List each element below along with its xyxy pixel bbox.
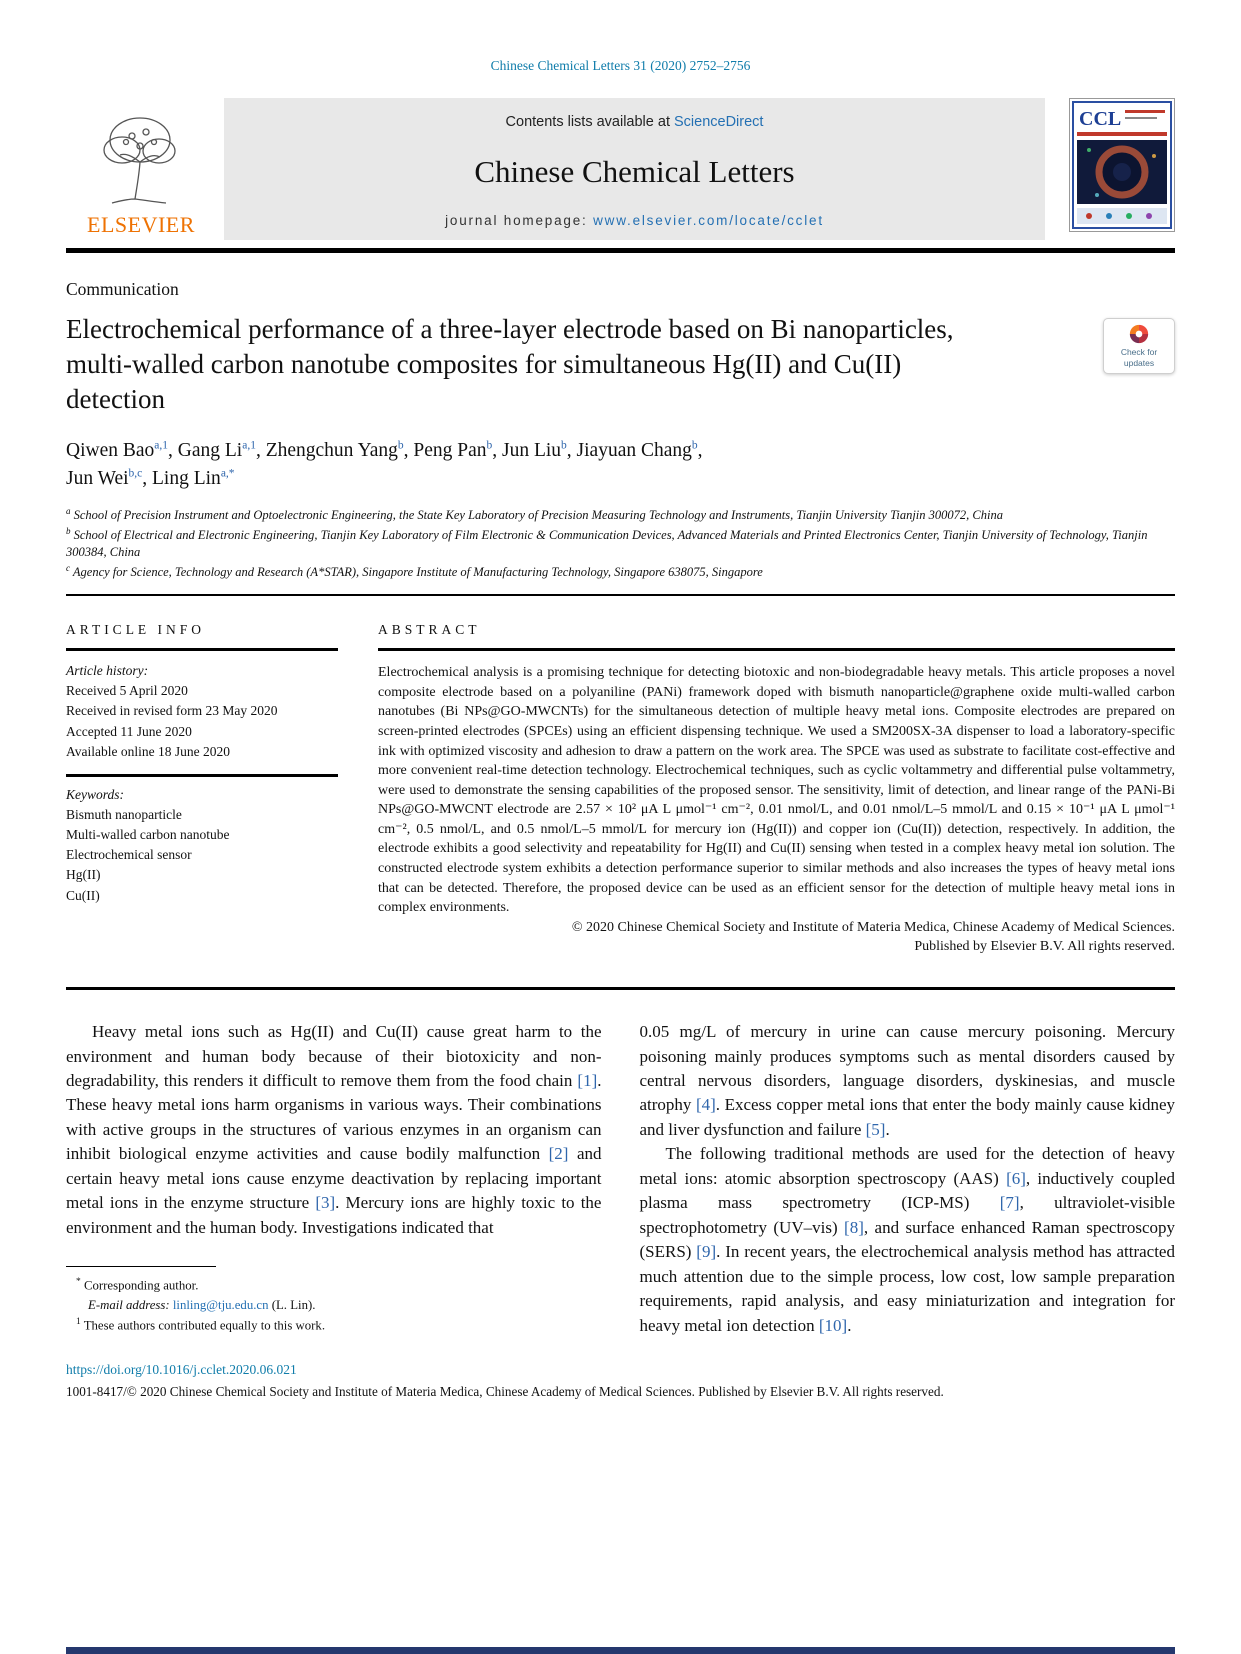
contents-text: Contents lists available at	[505, 114, 674, 130]
footnote-divider	[66, 1266, 216, 1267]
footnote-corresponding: * Corresponding author.	[76, 1277, 199, 1293]
author: Jun Wei$^{b,c}$,	[66, 467, 153, 489]
author-name: Jun Liu	[502, 440, 562, 462]
citation-ref[interactable]: [7]	[999, 1193, 1020, 1213]
homepage-line	[234, 213, 1035, 230]
body-paragraph: 0.05 mg/L of mercury in urine can cause mercury poisoning. Mercury poisoning mainly produces symptoms such as mental disorders caused by central nervous disorders, language disorders, dyskinesias, and muscle atrophy [4]. Excess copper metal ions that enter the body mainly cause kidney and liver dysfunction and failure [5].	[639, 1022, 1175, 1139]
author: Peng Pan$^b$,	[413, 439, 502, 462]
abstract-copyright: © 2020 Chinese Chemical Society and Institute of Materia Medica, Chinese Academy of Medical Sciences. Published by Elsevier B.V. All rights reserved.	[571, 919, 1175, 955]
history-item: Accepted 11 June 2020	[66, 723, 192, 739]
page-bottom-bar	[66, 1647, 1175, 1654]
affiliation: $^a$ School of Precision Instrument and Optoelectronic Engineering, the State Key Laboratory of Precision Measuring Technology and Instruments, Tianjin University Tianjin 300072, China	[66, 505, 1003, 522]
author-name: Ling Lin	[152, 467, 221, 489]
abstract-text: Electrochemical analysis is a promising technique for detecting biotoxic and non-biodegradable heavy metals. This article proposes a novel composite electrode based on a polyaniline (PANi) framework doped with bismuth nanoparticle@graphene oxide multi-walled carbon nanotubes (Bi NPs@GO-MWCNTs) for the simultaneous detection of multiple heavy metal ions. Composite electrodes are prepared on screen-printed electrodes (SPCEs) using an efficient dispensing technique. We used a SM200SX-3A dispenser to load a laboratory-specific ink with optimized viscosity and adhesion to draw a pattern on the work area. The SPCE was used as substrate to facilitate cost-effective and more convenient real-time detection technology. Electrochemical techniques, such as cyclic voltammetry and differential pulse voltammetry, were used to demonstrate the sensing capabilities of the proposed sensor. The sensitivity, limit of detection, and linear range of the PANi-Bi NPs@GO-MWCNT electrode are 2.57 × 10² μA L μmol⁻¹ cm⁻², 0.01 nmol/L, and 0.01 nmol/L–5 mmol/L and 0.15 × 10⁻¹ μA L μmol⁻¹ cm⁻², 0.5 nmol/L, and 0.5 nmol/L–5 mmol/L for mercury ion (Hg(II)) and copper ion (Cu(II)) detection, respectively. In addition, the electrode exhibits a good selectivity and repeatability for Hg(II) and Cu(II) sensing when tested in a complex heavy metal ion solution. The constructed electrode system exhibits a detection performance superior to similar methods and also increases the types of heavy metal ions that can be detected. Therefore, the proposed device can be used as an efficient sensor for the detection of multiple heavy metal ions in complex environments.	[378, 665, 1175, 916]
section-divider	[66, 594, 1175, 596]
footnote-email: E-mail address: linling@tju.edu.cn (L. Lin).	[88, 1297, 316, 1312]
article-body	[66, 1020, 1175, 1338]
copyright-issn-line: 1001-8417/© 2020 Chinese Chemical Society and Institute of Materia Medica, Chinese Academy of Medical Sciences. Published by Elsevier B.V. All rights reserved.	[66, 1384, 944, 1400]
affiliation-list	[66, 505, 1175, 582]
journal-banner	[224, 98, 1045, 240]
citation-ref[interactable]: [9]	[696, 1242, 717, 1262]
divider	[378, 648, 1175, 651]
article-type-label: Communication	[66, 279, 179, 299]
author-affil-sup: b	[486, 439, 493, 452]
author-name: Jun Wei	[66, 467, 129, 489]
keyword: Hg(II)	[66, 867, 101, 883]
divider	[66, 648, 338, 651]
author: Zhengchun Yang$^b$,	[265, 439, 414, 462]
abstract-heading: ABSTRACT	[378, 622, 481, 638]
author-name: Gang Li	[177, 440, 243, 462]
author	[152, 468, 235, 489]
info-abstract-section	[66, 622, 1175, 957]
sciencedirect-link[interactable]: ScienceDirect	[674, 114, 764, 130]
abstract-body-divider	[66, 987, 1175, 990]
author: Jun Liu$^b$,	[502, 439, 577, 462]
homepage-label: journal homepage:	[445, 213, 594, 228]
contents-line	[234, 114, 1035, 130]
author-affil-sup: b	[561, 439, 567, 452]
affiliation: $^b$ School of Electrical and Electronic Engineering, Tianjin Key Laboratory of Film Electronic & Communication Devices, Advanced Materials and Printed Electronics Center, Tianjin University of Technology, Tianjin 300384, China	[66, 525, 1148, 560]
body-paragraph: Heavy metal ions such as Hg(II) and Cu(II) cause great harm to the environment and human body because of their biotoxicity and non-degradability, this renders it difficult to remove them from the food chain [1]. These heavy metal ions harm organisms in various ways. Their combinations with active groups in the structures of various enzymes in an organism can inhibit biological enzyme activities and cause bodily malfunction [2] and certain heavy metal ions cause enzyme deactivation by replacing important metal ions in the enzyme structure [3]. Mercury ions are highly toxic to the environment and the human body. Investigations indicated that	[66, 1022, 602, 1237]
journal-cover-image	[1069, 98, 1175, 232]
author-name: Jiayuan Chang	[576, 440, 692, 462]
header-divider	[66, 248, 1175, 253]
body-column-right	[640, 1020, 1176, 1338]
keyword: Cu(II)	[66, 887, 100, 903]
citation-ref[interactable]: [1]	[577, 1070, 598, 1090]
history-item: Available online 18 June 2020	[66, 743, 230, 759]
footnotes	[66, 1266, 602, 1335]
footnote-equal-contribution: $^1$ These authors contributed equally to this work.	[76, 1316, 326, 1333]
cover-title: CCL	[1079, 108, 1122, 130]
check-for-updates-badge[interactable]	[1103, 318, 1175, 374]
email-link[interactable]: linling@tju.edu.cn	[172, 1297, 269, 1312]
journal-homepage-link[interactable]: www.elsevier.com/locate/cclet	[593, 213, 824, 228]
citation-ref[interactable]: [6]	[1006, 1168, 1026, 1188]
author-affil-sup: a,1	[154, 439, 169, 452]
author: Jiayuan Chang$^b$,	[576, 439, 703, 462]
body-column-left	[66, 1020, 602, 1338]
author: Gang Li$^{a,1}$,	[177, 439, 266, 462]
author-name: Qiwen Bao	[66, 440, 155, 462]
affiliation: $^c$ Agency for Science, Technology and Research (A*STAR), Singapore Institute of Manufacturing Technology, Singapore 638075, Singapore	[66, 563, 763, 580]
author-affil-sup: a,1	[242, 439, 256, 452]
citation-ref[interactable]: [4]	[695, 1095, 716, 1115]
check-for-updates-label: Check for updates	[1120, 347, 1158, 369]
citation-ref[interactable]: [3]	[315, 1193, 336, 1213]
doi-link[interactable]: https://doi.org/10.1016/j.cclet.2020.06.021	[66, 1362, 297, 1378]
author-list	[66, 437, 1175, 492]
author-affil-sup: b	[691, 439, 698, 452]
article-title: Electrochemical performance of a three-layer electrode based on Bi nanoparticles, multi-walled carbon nanotube composites for simultaneous Hg(II) and Cu(II) detection	[66, 314, 954, 415]
abstract-section	[378, 622, 1175, 957]
author: Qiwen Bao$^{a,1}$,	[66, 439, 178, 462]
article-info-heading: ARTICLE INFO	[66, 622, 206, 638]
keywords-label: Keywords:	[66, 786, 124, 802]
author-affil-sup: a,*	[220, 467, 235, 480]
keyword: Multi-walled carbon nanotube	[66, 826, 230, 842]
citation-ref[interactable]: [5]	[865, 1119, 886, 1139]
keyword: Electrochemical sensor	[66, 847, 192, 863]
history-item: Received in revised form 23 May 2020	[66, 703, 278, 719]
title-row	[66, 312, 1175, 417]
journal-title: Chinese Chemical Letters	[474, 153, 795, 189]
journal-cover-thumbnail	[1069, 98, 1175, 240]
body-paragraph: The following traditional methods are used for the detection of heavy metal ions: atomic absorption spectroscopy (AAS) [6], inductively coupled plasma mass spectrometry (ICP-MS) [7], ultraviolet-visible spectrophotometry (UV–vis) [8], and surface enhanced Raman spectroscopy (SERS) [9]. In recent years, the electrochemical analysis method has attracted much attention due to the simple process, low cost, low sample preparation requirements, rapid analysis, and easy miniaturization and integration for heavy metal ion detection [10].	[639, 1144, 1176, 1335]
citation-ref[interactable]: [10]	[818, 1315, 848, 1335]
history-item: Received 5 April 2020	[66, 683, 188, 699]
elsevier-tree-icon	[82, 106, 200, 210]
article-info-section	[66, 622, 338, 957]
author-name: Zhengchun Yang	[265, 440, 398, 462]
elsevier-logo	[66, 98, 216, 240]
author-affil-sup: b	[397, 439, 404, 452]
citation-ref[interactable]: [8]	[844, 1217, 864, 1237]
citation-ref[interactable]: [2]	[548, 1144, 569, 1164]
author-name: Peng Pan	[413, 440, 487, 462]
journal-citation: Chinese Chemical Letters 31 (2020) 2752–2756	[490, 58, 751, 73]
keyword: Bismuth nanoparticle	[66, 806, 182, 822]
divider	[66, 774, 338, 777]
crossmark-icon	[1129, 324, 1149, 344]
elsevier-wordmark: ELSEVIER	[87, 212, 195, 237]
journal-header	[66, 98, 1175, 240]
author-affil-sup: b,c	[128, 467, 143, 480]
history-label: Article history:	[66, 663, 149, 679]
